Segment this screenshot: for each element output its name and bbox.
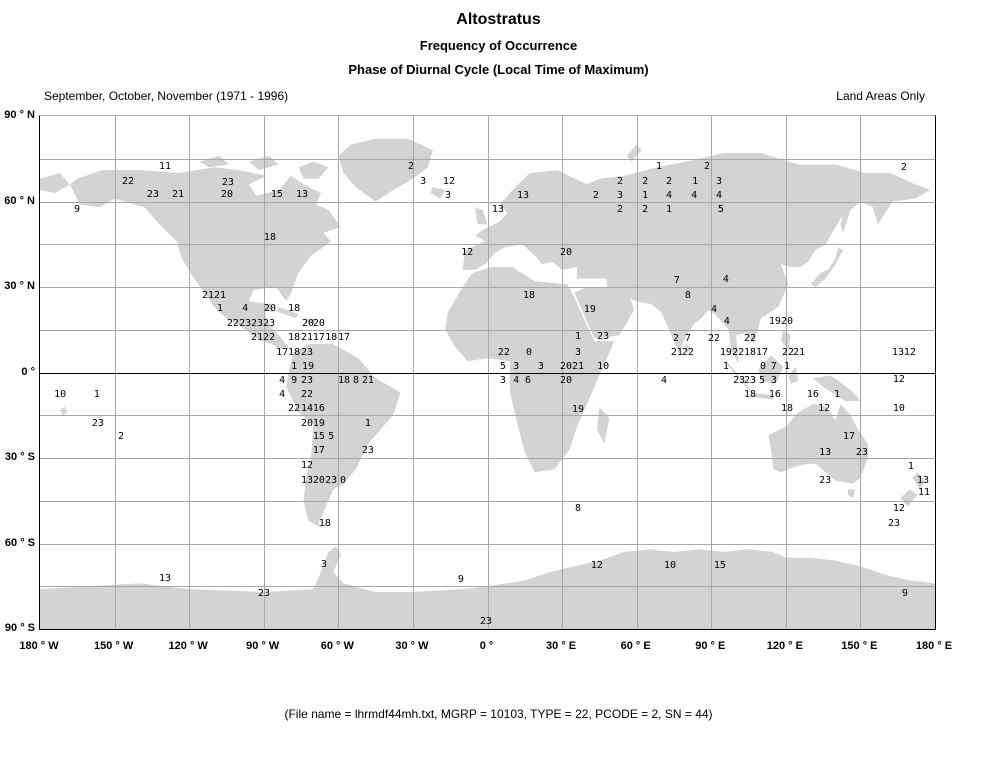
parallel-gridline xyxy=(40,287,935,288)
data-point-label: 3 xyxy=(420,176,427,188)
data-point-label: 23 xyxy=(257,587,271,599)
data-point-label: 2 xyxy=(642,204,649,216)
data-point-label: 23 xyxy=(91,418,104,430)
data-point-label: 4 xyxy=(242,302,249,314)
data-point-label: 18 xyxy=(781,402,794,414)
data-point-label: 9 xyxy=(74,204,81,216)
data-point-label: 23 xyxy=(325,475,338,487)
x-tick-label: 150 ° E xyxy=(841,640,878,652)
data-point-label: 23 xyxy=(744,375,757,387)
data-point-label: 3 xyxy=(770,375,777,387)
data-point-label: 21 xyxy=(171,188,184,200)
parallel-gridline xyxy=(40,544,935,545)
data-point-label: 0 xyxy=(759,361,766,373)
data-point-label: 13 xyxy=(517,190,530,202)
parallel-gridline xyxy=(40,586,935,587)
data-point-label: 7 xyxy=(770,361,777,373)
data-point-label: 13 xyxy=(159,573,172,585)
parallel-gridline xyxy=(40,244,935,245)
data-point-label: 23 xyxy=(819,475,832,487)
period-label: September, October, November (1971 - 1996) xyxy=(44,89,289,103)
data-point-label: 18 xyxy=(288,332,301,343)
subtitle-phase: Phase of Diurnal Cycle (Local Time of Maximum) xyxy=(348,62,649,77)
data-point-label: 13 xyxy=(891,347,904,359)
data-point-label: 10 xyxy=(663,560,676,571)
x-tick-label: 150 ° W xyxy=(93,640,134,652)
data-point-label: 1 xyxy=(642,190,649,202)
data-point-label: 12 xyxy=(442,176,455,188)
data-point-label: 9 xyxy=(901,587,908,599)
data-point-label: 23 xyxy=(597,330,610,342)
data-point-label: 23 xyxy=(251,318,264,330)
data-point-label: 13 xyxy=(296,188,309,200)
data-point-label: 18 xyxy=(744,389,757,400)
data-point-label: 23 xyxy=(361,444,374,456)
data-point-label: 4 xyxy=(513,375,520,387)
data-point-label: 2 xyxy=(642,176,649,188)
landmass-southeast-asia-islands xyxy=(681,330,798,400)
data-point-label: 21 xyxy=(361,375,374,387)
data-point-label: 20 xyxy=(312,318,325,330)
data-point-label: 23 xyxy=(239,318,252,330)
data-point-label: 2 xyxy=(665,176,672,188)
data-point-label: 5 xyxy=(717,204,724,216)
x-tick-label: 180 ° W xyxy=(19,640,59,652)
x-tick-label: 180 ° E xyxy=(915,640,953,652)
data-point-label: 2 xyxy=(118,430,125,442)
land-areas-label: Land Areas Only xyxy=(836,89,925,103)
data-point-label: 9 xyxy=(291,375,298,387)
y-tick-label: 90 ° S xyxy=(4,622,35,634)
data-point-label: 2 xyxy=(616,204,624,216)
data-point-label: 17 xyxy=(312,444,325,456)
y-tick-label: 60 ° S xyxy=(4,536,35,549)
data-point-label: 4 xyxy=(279,389,286,400)
data-point-label: 1 xyxy=(784,361,791,373)
data-point-label: 20 xyxy=(560,375,573,387)
parallel-gridline xyxy=(40,415,935,416)
data-point-label: 3 xyxy=(537,361,544,373)
data-point-label: 3 xyxy=(574,347,581,359)
landmass-britain-iceland xyxy=(430,187,487,224)
x-tick-label: 90 ° E xyxy=(695,640,726,652)
data-point-label: 22 xyxy=(262,332,275,343)
data-point-label: 1 xyxy=(93,389,100,400)
data-point-label: 2 xyxy=(900,161,907,173)
data-point-label: 23 xyxy=(300,375,314,387)
data-point-label: 6 xyxy=(525,375,532,387)
x-tick-label: 60 ° W xyxy=(320,640,354,652)
data-point-label: 21 xyxy=(251,332,264,343)
data-point-label: 22 xyxy=(744,332,757,344)
x-tick-label: 60 ° E xyxy=(620,640,651,652)
data-point-label: 1 xyxy=(291,361,298,373)
data-point-label: 1 xyxy=(656,161,663,172)
data-point-label: 4 xyxy=(715,190,722,202)
data-point-label: 19 xyxy=(571,404,585,416)
data-point-label: 17 xyxy=(338,332,351,343)
data-point-label: 1 xyxy=(216,302,223,314)
data-point-label: 15 xyxy=(713,560,726,571)
data-point-label: 16 xyxy=(312,402,325,414)
data-point-label: 21 xyxy=(300,332,314,343)
y-tick-label: 30 ° S xyxy=(4,451,35,463)
data-point-label: 13 xyxy=(819,446,832,458)
data-point-label: 1 xyxy=(364,418,371,430)
data-point-label: 23 xyxy=(733,375,746,387)
data-point-label: 18 xyxy=(318,518,331,530)
data-point-label: 8 xyxy=(684,290,691,302)
data-point-label: 15 xyxy=(270,188,283,200)
data-point-label: 8 xyxy=(574,503,581,514)
data-point-label: 23 xyxy=(146,188,159,200)
data-point-label: 1 xyxy=(907,461,914,473)
data-point-label: 1 xyxy=(574,330,581,342)
y-tick-label: 90 ° N xyxy=(4,109,35,121)
data-point-label: 2 xyxy=(616,176,624,188)
data-point-label: 20 xyxy=(263,302,276,314)
x-tick-label: 120 ° W xyxy=(168,640,208,652)
x-tick-label: 120 ° E xyxy=(766,640,803,652)
data-point-label: 11 xyxy=(918,487,931,499)
data-point-label: 18 xyxy=(263,231,276,243)
data-point-label: 23 xyxy=(300,347,314,359)
data-point-label: 4 xyxy=(710,304,717,316)
data-point-label: 1 xyxy=(722,361,729,373)
data-point-label: 23 xyxy=(855,446,868,458)
data-point-label: 1 xyxy=(692,176,699,188)
data-point-label: 19 xyxy=(301,361,315,373)
data-point-label: 19 xyxy=(768,316,781,328)
data-point-label: 3 xyxy=(616,190,624,202)
data-point-label: 12 xyxy=(461,247,474,259)
data-point-label: 21 xyxy=(202,290,215,302)
data-point-label: 17 xyxy=(755,347,768,359)
map-plot-area xyxy=(39,115,936,630)
y-tick-label: 0 ° xyxy=(21,365,35,378)
parallel-gridline xyxy=(40,458,935,459)
data-point-label: 20 xyxy=(560,361,573,373)
data-point-label: 18 xyxy=(338,375,351,387)
data-point-label: 18 xyxy=(288,347,301,359)
data-point-label: 4 xyxy=(279,375,286,387)
data-point-label: 1 xyxy=(665,204,672,216)
data-point-label: 20 xyxy=(781,316,794,328)
data-point-label: 13 xyxy=(300,475,314,487)
data-point-label: 23 xyxy=(221,176,234,188)
data-point-label: 4 xyxy=(691,190,698,202)
data-point-label: 19 xyxy=(583,304,596,316)
data-point-label: 12 xyxy=(892,373,905,385)
x-tick-label: 30 ° W xyxy=(395,640,429,652)
data-point-label: 8 xyxy=(352,375,359,387)
data-point-label: 21 xyxy=(213,290,227,302)
data-point-label: 10 xyxy=(597,361,610,373)
data-point-label: 11 xyxy=(159,161,172,172)
data-point-label: 2 xyxy=(704,161,711,172)
landmass-pacific-islet xyxy=(60,407,67,416)
data-point-label: 7 xyxy=(673,275,680,286)
parallel-gridline xyxy=(40,202,935,203)
data-point-label: 3 xyxy=(444,190,451,202)
landmass-chukotka xyxy=(40,173,70,193)
data-point-label: 12 xyxy=(590,560,603,571)
data-point-label: 5 xyxy=(328,430,335,442)
data-point-label: 23 xyxy=(887,518,900,530)
x-tick-label: 90 ° W xyxy=(246,640,280,652)
data-point-label: 18 xyxy=(288,302,301,314)
data-point-label: 12 xyxy=(892,503,905,514)
data-point-label: 5 xyxy=(758,375,765,387)
data-point-label: 16 xyxy=(768,389,781,400)
data-point-label: 22 xyxy=(121,176,135,188)
data-point-label: 9 xyxy=(457,573,464,585)
data-point-label: 3 xyxy=(715,176,722,188)
data-point-label: 4 xyxy=(722,273,729,285)
data-point-label: 5 xyxy=(499,361,506,373)
data-point-label: 22 xyxy=(732,347,745,359)
data-point-label: 18 xyxy=(744,347,757,359)
x-tick-label: 0 ° xyxy=(479,640,494,652)
data-point-label: 20 xyxy=(220,188,233,200)
data-point-label: 17 xyxy=(276,347,289,359)
data-point-label: 10 xyxy=(892,402,905,414)
data-point-label: 13 xyxy=(917,475,930,487)
data-point-label: 22 xyxy=(288,402,301,414)
landmass-greenland xyxy=(338,139,432,202)
data-point-label: 23 xyxy=(262,318,275,330)
data-point-label: 19 xyxy=(719,347,732,359)
data-point-label: 2 xyxy=(672,332,679,344)
page-title: Altostratus xyxy=(456,11,541,28)
data-point-label: 3 xyxy=(499,375,506,387)
data-point-label: 0 xyxy=(340,475,347,487)
data-point-label: 19 xyxy=(312,418,325,430)
data-point-label: 20 xyxy=(560,247,573,259)
data-point-label: 14 xyxy=(300,402,314,414)
data-point-label: 20 xyxy=(300,418,314,430)
data-point-label: 22 xyxy=(300,389,314,400)
x-tick-label: 30 ° E xyxy=(546,640,577,652)
data-point-label: 17 xyxy=(842,430,855,442)
data-point-label: 22 xyxy=(707,332,721,344)
data-point-label: 12 xyxy=(300,459,314,471)
file-info-footer: (File name = lhrmdf44mh.txt, MGRP = 10103, TYPE = 22, PCODE = 2, SN = 44) xyxy=(284,707,713,721)
data-point-label: 23 xyxy=(479,615,493,627)
data-point-label: 20 xyxy=(301,318,315,330)
data-point-label: 0 xyxy=(526,347,533,359)
data-point-label: 20 xyxy=(312,475,325,487)
data-point-label: 17 xyxy=(312,332,325,343)
data-point-label: 21 xyxy=(670,347,683,359)
landmass-madagascar xyxy=(597,407,609,444)
data-point-label: 22 xyxy=(226,318,239,330)
data-point-label: 4 xyxy=(665,190,672,202)
parallel-gridline xyxy=(40,330,935,331)
data-point-label: 21 xyxy=(792,347,806,359)
subtitle-frequency: Frequency of Occurrence xyxy=(419,38,578,53)
data-point-label: 22 xyxy=(497,347,510,359)
data-point-label: 10 xyxy=(54,389,67,400)
data-point-label: 4 xyxy=(660,375,668,387)
data-point-label: 18 xyxy=(522,290,536,302)
data-point-label: 2 xyxy=(407,161,414,172)
data-point-label: 4 xyxy=(723,316,730,328)
data-point-label: 3 xyxy=(513,361,520,373)
data-point-label: 18 xyxy=(325,332,338,343)
data-point-label: 22 xyxy=(782,347,795,359)
parallel-gridline xyxy=(40,159,935,160)
data-point-label: 13 xyxy=(491,204,504,216)
y-tick-label: 60 ° N xyxy=(4,194,35,207)
parallel-gridline xyxy=(40,501,935,502)
data-point-label: 2 xyxy=(592,190,599,202)
data-point-label: 12 xyxy=(818,402,831,414)
data-point-label: 12 xyxy=(903,347,916,359)
data-point-label: 3 xyxy=(320,558,327,570)
data-point-label: 22 xyxy=(681,347,694,359)
y-tick-label: 30 ° N xyxy=(4,280,35,292)
data-point-label: 15 xyxy=(312,430,325,442)
data-point-label: 1 xyxy=(834,389,841,400)
data-point-label: 16 xyxy=(806,389,819,400)
data-point-label: 7 xyxy=(684,332,691,344)
equator-line xyxy=(40,373,935,374)
data-point-label: 21 xyxy=(571,361,585,373)
